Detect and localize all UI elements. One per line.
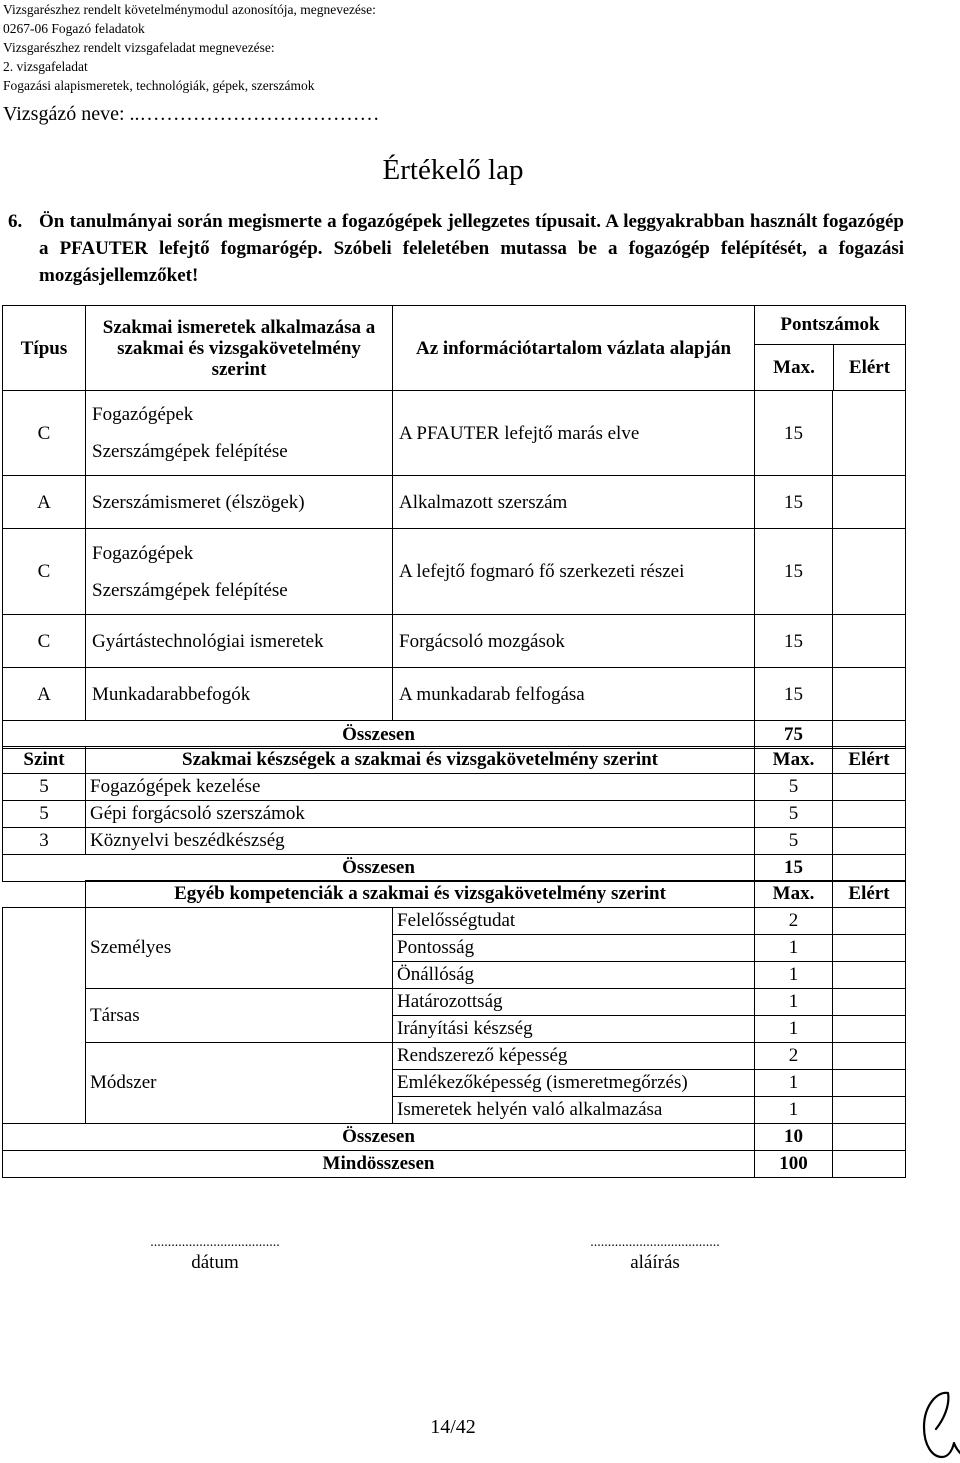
skill-achieved: [833, 774, 906, 801]
competency-achieved: [833, 1016, 906, 1043]
row-achieved: [833, 476, 906, 529]
achieved-header: Elért: [833, 881, 906, 908]
total-max: 75: [755, 721, 833, 749]
header-line: Vizsgarészhez rendelt követelménymodul azonosítója, megnevezése:: [3, 2, 376, 17]
header-line: Vizsgarészhez rendelt vizsgafeladat megnevezése:: [3, 40, 275, 55]
competency-max: 2: [755, 1043, 833, 1070]
task-text: Ön tanulmányai során megismerte a fogazógépek jellegzetes típusait. A leggyakrabban használt fogazógép a PFAUTER lefejtő fogmarógép. Szóbeli feleletében mutassa be a fogazógép felépítését, a fogazási mozgásjellemzőket!: [39, 211, 904, 286]
page-number: 14/42: [430, 1416, 476, 1438]
row-info: A lefejtő fogmaró fő szerkezeti részei: [393, 529, 755, 615]
competency-label: Ismeretek helyén való alkalmazása: [393, 1097, 755, 1124]
date-dots: .....................................: [150, 1235, 280, 1250]
row-type: C: [3, 615, 86, 668]
signature-block: [525, 1235, 785, 1275]
row-achieved: [833, 529, 906, 615]
task-description: [8, 208, 904, 289]
skills-header-row: [3, 747, 906, 774]
row-max: 15: [755, 476, 833, 529]
competencies-total: 10: [755, 1124, 833, 1151]
table-row: [3, 615, 906, 668]
skills-table: [2, 746, 906, 882]
skill-label: Fogazógépek kezelése: [86, 774, 755, 801]
page-title: Értékelő lap: [382, 154, 524, 186]
competencies-table: [2, 880, 906, 1178]
task-number: 6.: [8, 211, 23, 232]
row-max: 15: [755, 615, 833, 668]
max-header: Max.: [755, 747, 833, 774]
table-row: [3, 1043, 906, 1070]
skill-level: 3: [3, 828, 86, 855]
competency-max: 1: [755, 935, 833, 962]
date-signature-block: [85, 1235, 345, 1275]
competency-label: Irányítási készség: [393, 1016, 755, 1043]
header-line: Fogazási alapismeretek, technológiák, gépek, szerszámok: [3, 78, 315, 93]
table-row: [3, 668, 906, 721]
header-line: 2. vizsgafeladat: [3, 59, 88, 74]
candidate-name-line: Vizsgázó neve: ..………………………………: [3, 103, 380, 125]
sign-label: aláírás: [630, 1252, 680, 1273]
grand-total: 100: [755, 1151, 833, 1178]
row-type: A: [3, 668, 86, 721]
info-header: Az információtartalom vázlata alapján: [393, 306, 755, 391]
evaluation-table: [2, 305, 906, 749]
document-header: [3, 0, 376, 95]
skills-total: 15: [755, 855, 833, 882]
table-row: [3, 774, 906, 801]
max-header: Max.: [755, 345, 834, 390]
skills-header: Szakmai készségek a szakmai és vizsgakövetelmény szerint: [86, 747, 755, 774]
achieved-header: Elért: [833, 747, 906, 774]
competency-label: Felelősségtudat: [393, 908, 755, 935]
competency-max: 1: [755, 1016, 833, 1043]
grand-total-label: Mindösszesen: [3, 1151, 755, 1178]
group-name: Társas: [86, 989, 393, 1043]
skills-total-achieved: [833, 855, 906, 882]
table-row: [3, 989, 906, 1016]
competency-max: 1: [755, 962, 833, 989]
skill-max: 5: [755, 774, 833, 801]
max-header: Max.: [755, 881, 833, 908]
row-knowledge: Szerszámismeret (élszögek): [86, 476, 393, 529]
row-knowledge: Munkadarabbefogók: [86, 668, 393, 721]
competency-label: Pontosság: [393, 935, 755, 962]
total-row: [3, 855, 906, 882]
grand-total-achieved: [833, 1151, 906, 1178]
row-type: C: [3, 529, 86, 615]
blank-cell: [3, 881, 86, 908]
skill-label: Köznyelvi beszédkészség: [86, 828, 755, 855]
table-header-row: [3, 306, 906, 391]
group-name: Módszer: [86, 1043, 393, 1124]
competency-achieved: [833, 908, 906, 935]
row-info: A munkadarab felfogása: [393, 668, 755, 721]
competencies-total-achieved: [833, 1124, 906, 1151]
skill-achieved: [833, 801, 906, 828]
row-info: A PFAUTER lefejtő marás elve: [393, 391, 755, 476]
type-header: Típus: [3, 306, 86, 391]
row-info: Forgácsoló mozgások: [393, 615, 755, 668]
row-knowledge: Gyártástechnológiai ismeretek: [86, 615, 393, 668]
skill-achieved: [833, 828, 906, 855]
competency-label: Határozottság: [393, 989, 755, 1016]
row-knowledge: [86, 529, 393, 615]
row-max: 15: [755, 391, 833, 476]
competencies-header: Egyéb kompetenciák a szakmai és vizsgakövetelmény szerint: [86, 881, 755, 908]
skill-level: 5: [3, 774, 86, 801]
grand-total-row: [3, 1151, 906, 1178]
table-row: [3, 476, 906, 529]
total-row: [3, 1124, 906, 1151]
handwritten-initial-icon: [918, 1385, 960, 1463]
row-achieved: [833, 615, 906, 668]
total-row: [3, 721, 906, 749]
row-type: C: [3, 391, 86, 476]
competency-max: 1: [755, 989, 833, 1016]
knowledge-line: Fogazógépek: [92, 542, 194, 564]
row-type: A: [3, 476, 86, 529]
group-name: Személyes: [86, 908, 393, 989]
skill-label: Gépi forgácsoló szerszámok: [86, 801, 755, 828]
blank-cell: [3, 908, 86, 1124]
competency-label: Emlékezőképesség (ismeretmegőrzés): [393, 1070, 755, 1097]
knowledge-line: Szerszámgépek felépítése: [92, 441, 288, 462]
total-achieved: [833, 721, 906, 749]
competency-label: Rendszerező képesség: [393, 1043, 755, 1070]
knowledge-line: Szerszámgépek felépítése: [92, 579, 288, 601]
competency-label: Önállóság: [393, 962, 755, 989]
points-label: Pontszámok: [755, 306, 905, 345]
table-row: [3, 801, 906, 828]
competency-max: 1: [755, 1070, 833, 1097]
date-label: dátum: [191, 1252, 239, 1273]
skill-max: 5: [755, 828, 833, 855]
competency-achieved: [833, 989, 906, 1016]
competency-achieved: [833, 1043, 906, 1070]
table-row: [3, 391, 906, 476]
competency-max: 1: [755, 1097, 833, 1124]
table-row: [3, 908, 906, 935]
total-label: Összesen: [3, 721, 755, 749]
competencies-total-label: Összesen: [3, 1124, 755, 1151]
knowledge-line: Fogazógépek: [92, 404, 194, 425]
skill-max: 5: [755, 801, 833, 828]
row-achieved: [833, 668, 906, 721]
competency-achieved: [833, 1070, 906, 1097]
competency-max: 2: [755, 908, 833, 935]
knowledge-header: Szakmai ismeretek alkalmazása a szakmai és vizsgakövetelmény szerint: [86, 306, 393, 391]
table-row: [3, 828, 906, 855]
competency-achieved: [833, 935, 906, 962]
achieved-header: Elért: [848, 357, 891, 378]
level-header: Szint: [3, 747, 86, 774]
table-row: [3, 529, 906, 615]
competencies-header-row: [3, 881, 906, 908]
skill-level: 5: [3, 801, 86, 828]
row-max: 15: [755, 668, 833, 721]
points-header: [755, 306, 906, 391]
header-line: 0267-06 Fogazó feladatok: [3, 21, 145, 36]
skills-total-label: Összesen: [3, 855, 755, 882]
competency-achieved: [833, 962, 906, 989]
sign-dots: .....................................: [590, 1235, 720, 1250]
row-max: 15: [755, 529, 833, 615]
row-info: Alkalmazott szerszám: [393, 476, 755, 529]
competency-achieved: [833, 1097, 906, 1124]
row-achieved: [833, 391, 906, 476]
row-knowledge: [86, 391, 393, 476]
